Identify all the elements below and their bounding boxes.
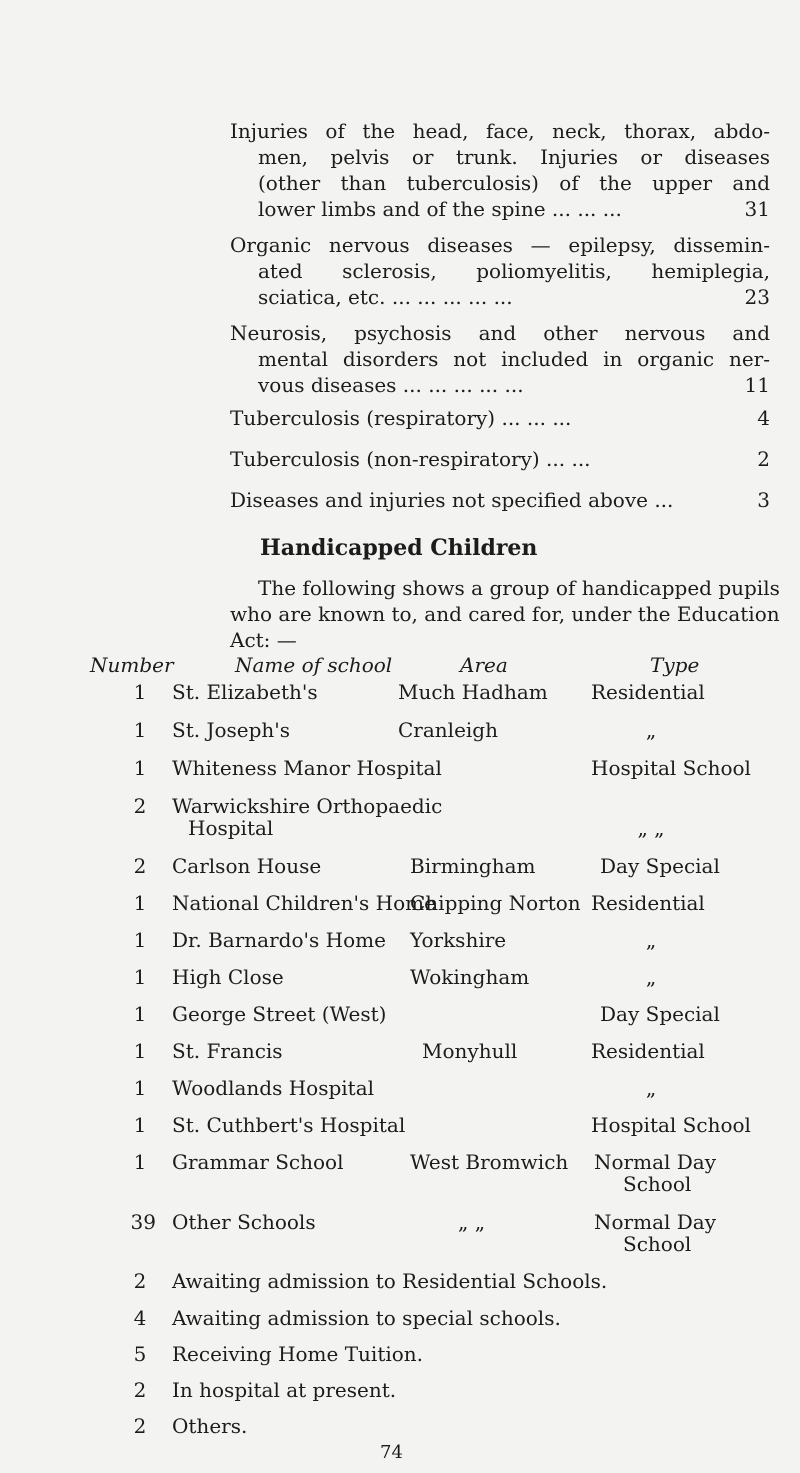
intro-paragraph xyxy=(230,575,780,653)
cell-name: Grammar School xyxy=(172,1150,344,1174)
table-header xyxy=(0,653,800,679)
cell-type-continuation: School xyxy=(623,1232,692,1256)
cause-text-line: Neurosis, psychosis and other nervous and xyxy=(230,321,770,345)
cell-type: Day Special xyxy=(600,1002,720,1026)
cell-type: Normal Day xyxy=(594,1210,717,1234)
cell-type: „ xyxy=(645,928,657,952)
cell-area: Birmingham xyxy=(410,854,536,878)
cell-type: „ xyxy=(645,1076,657,1100)
cell-name: Carlson House xyxy=(172,854,322,878)
cell-number: 1 xyxy=(133,1150,147,1174)
cell-name: Other Schools xyxy=(172,1210,316,1234)
cause-text-line: men, pelvis or trunk. Injuries or diseases xyxy=(258,145,770,169)
cell-area: Chipping Norton xyxy=(410,891,581,915)
cell-area: Cranleigh xyxy=(398,718,498,742)
summary-text: Awaiting admission to special schools. xyxy=(172,1306,561,1330)
intro-line: Act: — xyxy=(230,628,297,652)
cell-number: 1 xyxy=(133,718,147,742)
cause-entry-organic-nervous xyxy=(230,232,770,310)
cause-text-line: mental disorders not included in organic ner- xyxy=(258,347,770,371)
summary-text: Awaiting admission to Residential Schools. xyxy=(172,1269,608,1293)
cell-number: 39 xyxy=(130,1210,156,1234)
cell-number: 2 xyxy=(133,854,147,878)
summary-number: 4 xyxy=(133,1306,147,1330)
column-header-area: Area xyxy=(460,653,508,677)
cell-name: Dr. Barnardo's Home xyxy=(172,928,386,952)
cell-name: Woodlands Hospital xyxy=(172,1076,375,1100)
cell-name: St. Elizabeth's xyxy=(172,680,318,704)
cell-number: 2 xyxy=(133,794,147,818)
cell-type: Residential xyxy=(591,1039,705,1063)
cause-text-line: Tuberculosis (respiratory) ... ... ... xyxy=(230,406,572,430)
intro-line: who are known to, and cared for, under the Education xyxy=(230,602,780,626)
cause-text-line: (other than tuberculosis) of the upper and xyxy=(258,171,770,195)
cell-type: Hospital School xyxy=(591,756,751,780)
cause-count: 11 xyxy=(744,373,770,397)
cell-name: National Children's Home xyxy=(172,891,436,915)
cell-type: „ xyxy=(645,965,657,989)
cell-area: Wokingham xyxy=(410,965,530,989)
cell-area: „ „ xyxy=(458,1210,486,1234)
cell-area: Monyhull xyxy=(422,1039,518,1063)
cell-number: 1 xyxy=(133,965,147,989)
cell-type: Day Special xyxy=(600,854,720,878)
cause-text-line: vous diseases ... ... ... ... ... xyxy=(258,373,524,397)
cell-type: „ „ xyxy=(637,816,665,840)
cell-number: 1 xyxy=(133,1113,147,1137)
cause-count: 23 xyxy=(744,285,770,309)
cell-type: „ xyxy=(645,718,657,742)
cell-name: High Close xyxy=(172,965,284,989)
summary-number: 2 xyxy=(133,1378,147,1402)
intro-line: The following shows a group of handicapped pupils xyxy=(258,576,780,600)
summary-number: 2 xyxy=(133,1269,147,1293)
section-heading: Handicapped Children xyxy=(260,535,538,561)
cause-entry-tb-non-respiratory xyxy=(230,446,770,472)
cell-name: George Street (West) xyxy=(172,1002,387,1026)
cause-text-line: ated sclerosis, poliomyelitis, hemiplegia, xyxy=(258,259,770,283)
cell-type: Residential xyxy=(591,680,705,704)
cell-area: Much Hadham xyxy=(398,680,548,704)
cell-name: Whiteness Manor Hospital xyxy=(172,756,442,780)
column-header-type: Type xyxy=(650,653,700,677)
cell-name: Warwickshire Orthopaedic xyxy=(172,794,443,818)
page-number: 74 xyxy=(380,1442,403,1463)
cell-number: 1 xyxy=(133,1039,147,1063)
summary-text: Others. xyxy=(172,1414,248,1438)
cause-text-line: lower limbs and of the spine ... ... ... xyxy=(258,197,622,221)
cause-count: 4 xyxy=(757,406,770,430)
cell-name: St. Joseph's xyxy=(172,718,291,742)
cell-number: 1 xyxy=(133,891,147,915)
summary-text: Receiving Home Tuition. xyxy=(172,1342,424,1366)
cell-number: 1 xyxy=(133,756,147,780)
cell-type-continuation: School xyxy=(623,1172,692,1196)
cause-count: 31 xyxy=(744,197,770,221)
cell-number: 1 xyxy=(133,1076,147,1100)
cause-entry-neurosis xyxy=(230,320,770,398)
column-header-number: Number xyxy=(90,653,174,677)
cause-text-line: Tuberculosis (non-respiratory) ... ... xyxy=(230,447,591,471)
cause-entry-injuries xyxy=(230,118,770,222)
cell-area: West Bromwich xyxy=(410,1150,569,1174)
cause-text-line: Injuries of the head, face, neck, thorax, abdo- xyxy=(230,119,770,143)
cell-number: 1 xyxy=(133,1002,147,1026)
cause-text-line: sciatica, etc. ... ... ... ... ... xyxy=(258,285,513,309)
cell-area: Yorkshire xyxy=(410,928,507,952)
cell-name: St. Cuthbert's Hospital xyxy=(172,1113,406,1137)
cause-count: 3 xyxy=(757,488,770,512)
cause-text-line: Diseases and injuries not specified above ... xyxy=(230,488,674,512)
cell-type: Normal Day xyxy=(594,1150,717,1174)
summary-number: 5 xyxy=(133,1342,147,1366)
cell-number: 1 xyxy=(133,928,147,952)
cell-name-continuation: Hospital xyxy=(188,816,274,840)
cell-name: St. Francis xyxy=(172,1039,283,1063)
cause-count: 2 xyxy=(757,447,770,471)
summary-text: In hospital at present. xyxy=(172,1378,397,1402)
cause-entry-other-diseases xyxy=(230,487,770,513)
column-header-name: Name of school xyxy=(235,653,393,677)
summary-number: 2 xyxy=(133,1414,147,1438)
cell-type: Hospital School xyxy=(591,1113,751,1137)
cause-entry-tb-respiratory xyxy=(230,405,770,431)
cell-number: 1 xyxy=(133,680,147,704)
cause-text-line: Organic nervous diseases — epilepsy, dissemin- xyxy=(230,233,770,257)
cell-type: Residential xyxy=(591,891,705,915)
